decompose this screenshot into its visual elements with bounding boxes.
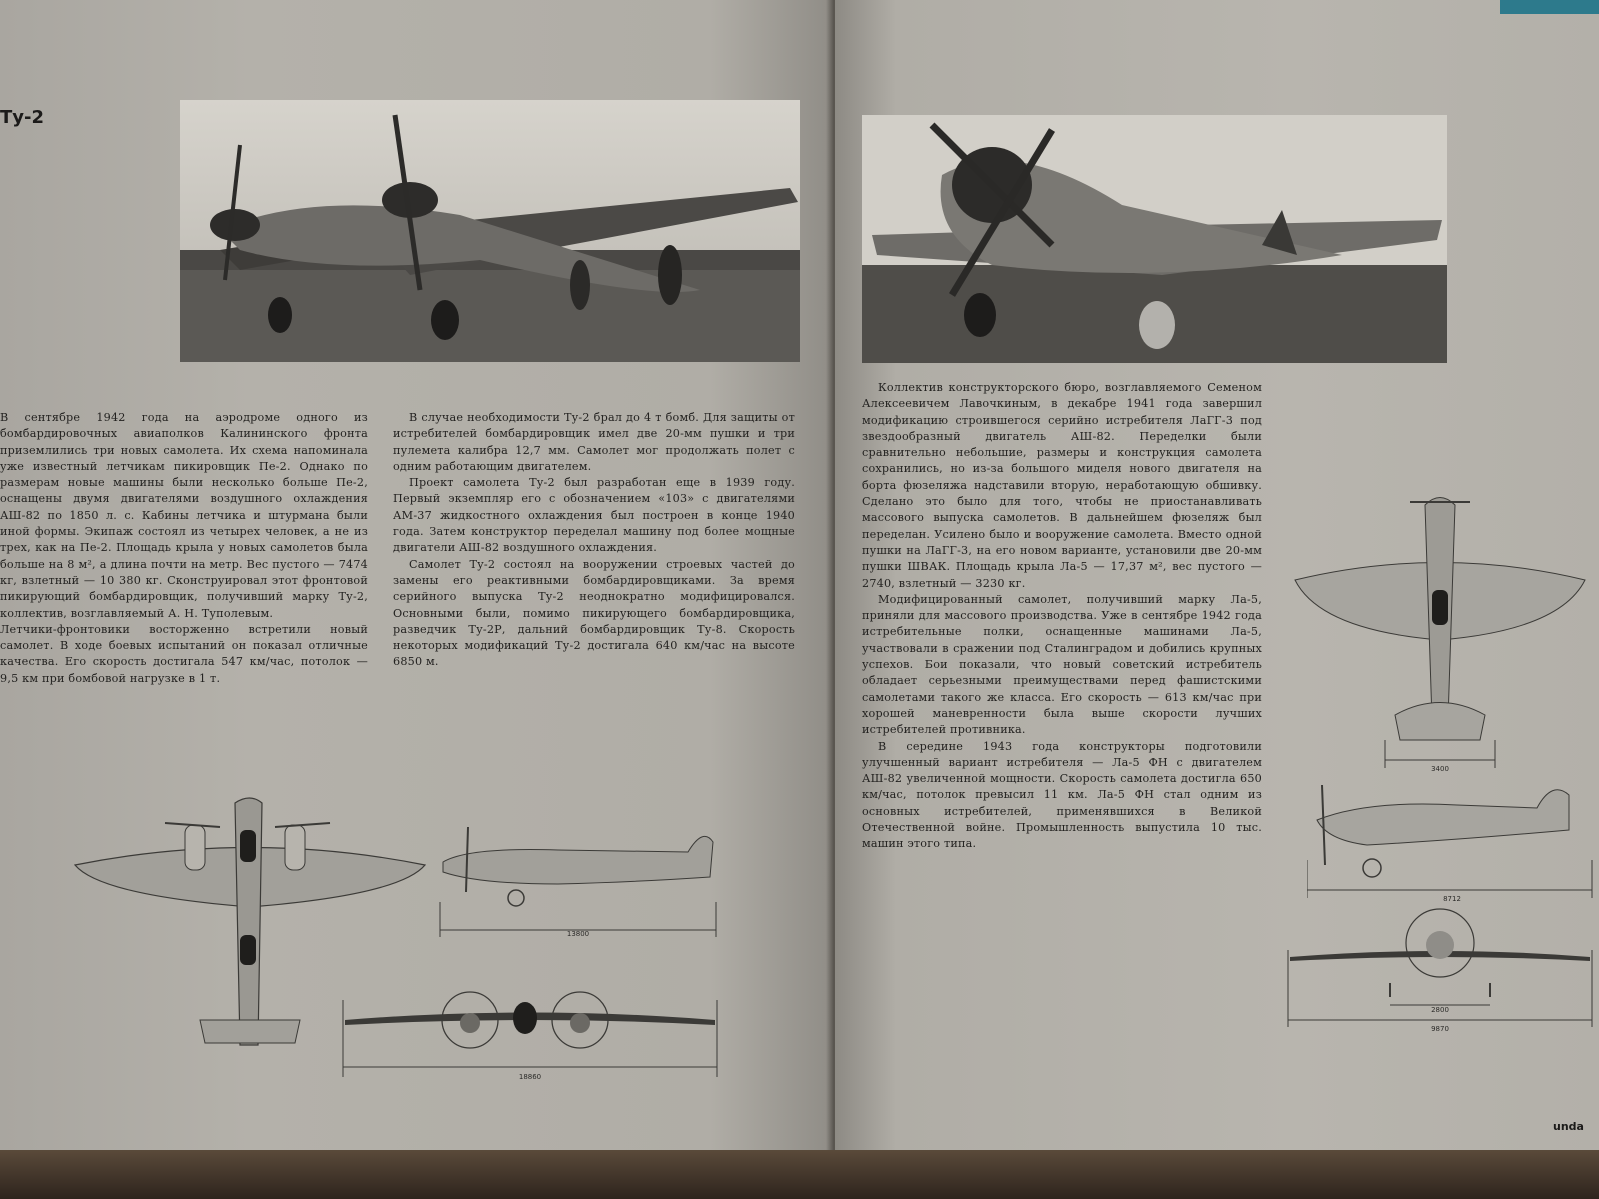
- page-heading: Ту-2: [0, 107, 45, 128]
- paragraph: В середине 1943 года конструкторы подготовили улучшенный вариант истребителя — Ла-5 ФН с двигателем АШ-82 увеличенной мощности. Скорость самолета достигла 650 км/час, потолок превысил 11 км. Ла-5 ФН стал одним из основных истребителей, применявшихся в Великой Отечественной войне. Промышленность выпустила 10 тыс. машин этого типа.: [862, 739, 1262, 851]
- dimension-label-tail: 3400: [1431, 765, 1449, 773]
- text-column-2: [393, 410, 795, 671]
- text-column-right: [862, 380, 1262, 853]
- footer-text: unda: [1553, 1120, 1584, 1133]
- paragraph: В сентябре 1942 года на аэродроме одного из бомбардировочных авиаполков Калининского фронта приземлились три новых самолета. Их схема напоминала уже известный летчикам пикировщик Пе-2. Однако по размерам новые машины были несколько больше Пе-2, оснащены двумя двигателями воздушного охлаждения АШ-82 по 1850 л. с. Кабины летчика и штурмана были иной формы. Экипаж состоял из четырех человек, а не из трех, как на Пе-2. Площадь крыла у новых самолетов была больше на 8 м², а длина почти на метр. Вес пустого — 7474 кг, взлетный — 10 380 кг. Сконструировал этот фронтовой пикирующий бомбардировщик, получивший марку Ту-2, коллектив, возглавляемый А. Н. Туполевым.: [0, 411, 368, 620]
- paragraph: Проект самолета Ту-2 был разработан еще в 1939 году. Первый экземпляр его с обозначением «103» с двигателями АМ-37 жидкостного охлаждения был построен в конце 1940 года. Затем конструктор переделал машину под более мощные двигатели АШ-82 воздушного охлаждения.: [393, 476, 795, 555]
- dimension-label-track: 2800: [1431, 1006, 1449, 1014]
- dimension-label-span: 9870: [1431, 1025, 1449, 1033]
- paragraph: Коллектив конструкторского бюро, возглавляемого Семеном Алексеевичем Лавочкиным, в декабре 1941 года завершил модификацию строившегося серийно истребителя ЛаГГ-3 под звездообразный двигатель АШ-82. Переделки были сравнительно небольшие, размеры и конструкция самолета сохранились, но из-за большого миделя нового двигателя на борта фюзеляжа надставили вторую, неработающую обшивку. Сделано это было для того, чтобы не приостанавливать массового выпуска самолетов. В дальнейшем фюзеляж был переделан. Усилено было и вооружение самолета. Вместо одной пушки на ЛаГГ-3, на его новом варианте, установили две 20-мм пушки ШВАК. Площадь крыла Ла-5 — 17,37 м², вес пустого — 2740, взлетный — 3230 кг.: [862, 381, 1262, 590]
- paragraph: Самолет Ту-2 состоял на вооружении строевых частей до замены его реактивными бомбардировщиками. За время серийного выпуска Ту-2 неоднократно модифицировался. Основными были, помимо пикирующего бомбардировщика, разведчик Ту-2Р, дальний бомбардировщик Ту-8. Скорость некоторых модификаций Ту-2 достигала 640 км/час на высоте 6850 м.: [393, 557, 795, 669]
- text-column-1: [0, 410, 368, 687]
- tu2-front-view-drawing: [340, 985, 720, 1085]
- tu2-photo: [180, 100, 800, 362]
- la5-photo: [862, 115, 1447, 363]
- la5-top-view-drawing: [1290, 490, 1590, 780]
- blue-cover-edge: [1500, 0, 1599, 14]
- la5-side-view-drawing: [1307, 780, 1597, 905]
- paragraph: В случае необходимости Ту-2 брал до 4 т бомб. Для защиты от истребителей бомбардировщик имел две 20-мм пушки и три пулемета калибра 12,7 мм. Самолет мог продолжать полет с одним работающим двигателем.: [393, 411, 795, 473]
- dimension-label-length: 8712: [1443, 895, 1461, 903]
- la5-front-view-drawing: [1285, 905, 1595, 1035]
- right-page: [835, 0, 1599, 1199]
- table-surface: [0, 1150, 1599, 1199]
- paragraph: Летчики-фронтовики восторженно встретили новый самолет. В ходе боевых испытаний он показал отличные качества. Его скорость достигала 547 км/час, потолок — 9,5 км при бомбовой нагрузке в 1 т.: [0, 622, 368, 685]
- dimension-label-span: 18860: [518, 1073, 542, 1081]
- dimension-label-length: 13800: [566, 930, 590, 938]
- tu2-side-view-drawing: [438, 822, 718, 942]
- paragraph: Модифицированный самолет, получивший марку Ла-5, приняли для массового производства. Уже в сентябре 1942 года истребительные полки, оснащенные машинами Ла-5, участвовали в сражении под Сталинградом и добились крупных успехов. Бои показали, что новый советский истребитель обладает серьезными преимуществами перед фашистскими самолетами такого же класса. Его скорость — 613 км/час при хорошей маневренности была выше скорости лучших истребителей противника.: [862, 592, 1262, 737]
